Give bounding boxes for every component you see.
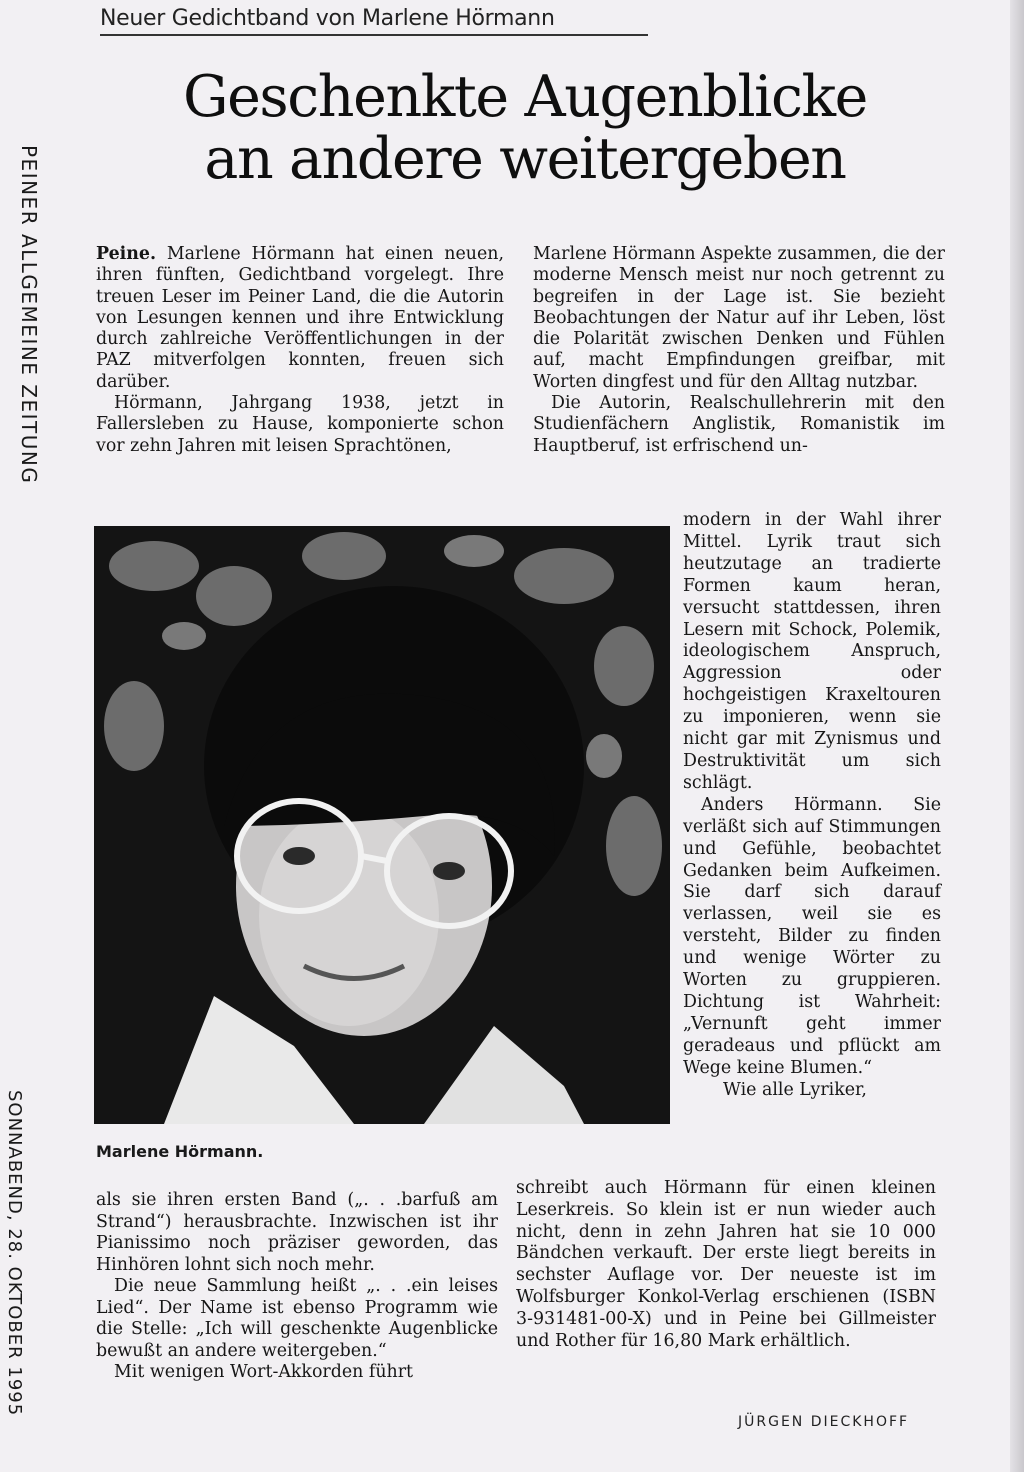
page-edge bbox=[1010, 0, 1024, 1472]
headline-line-1: Geschenkte Augenblicke bbox=[182, 64, 868, 130]
paragraph: Die Autorin, Realschullehrerin mit den Studienfächern Anglistik, Romanistik im Hauptberuf, ist erfrischend un- bbox=[533, 393, 945, 456]
article-column-5 bbox=[516, 1178, 936, 1352]
paragraph: modern in der Wahl ihrer Mittel. Lyrik traut sich heutzutage an tradierte Formen kaum heran, versucht stattdessen, ihren Lesern mit Schock, Polemik, ideologischem Anspruch, Aggression oder hochgeistigen Kraxeltouren zu imponieren, wenn sie nicht gar mit Zynismus und Destruktivität um sich schlägt. bbox=[683, 510, 941, 793]
paragraph: Die neue Sammlung heißt „. . .ein leises Lied“. Der Name ist ebenso Programm wie die Stelle: „Ich will geschenkte Augenblicke bewußt an andere weitergeben.“ bbox=[96, 1276, 498, 1361]
paragraph-lead bbox=[96, 244, 504, 393]
author-photo bbox=[94, 526, 670, 1124]
article-column-4 bbox=[96, 1190, 498, 1384]
dateline-place: Peine. bbox=[96, 244, 157, 264]
paragraph: schreibt auch Hörmann für einen kleinen Leserkreis. So klein ist er nun wieder auch nicht, denn in zehn Jahren hat sie 10 000 Bändchen verkauft. Der erste liegt bereits in sechster Auflage vor. Der neueste ist im Wolfsburger Konkol-Verlag erschienen (ISBN 3-931481-00-X) und in Peine bei Gillmeister und Rother für 16,80 Mark erhältlich. bbox=[516, 1178, 936, 1351]
article-column-1 bbox=[96, 244, 504, 457]
article-column-3 bbox=[683, 510, 941, 1101]
publication-name: PEINER ALLGEMEINE ZEITUNG bbox=[17, 145, 41, 485]
paragraph: als sie ihren ersten Band („. . .barfuß am Strand“) herausbrachte. Inzwischen ist ihr Pianissimo noch präziser geworden, das Hinhören lohnt sich noch mehr. bbox=[96, 1190, 498, 1275]
paragraph: Mit wenigen Wort-Akkorden führt bbox=[114, 1362, 414, 1382]
article-column-2 bbox=[533, 244, 945, 457]
paragraph: Hörmann, Jahrgang 1938, jetzt in Fallersleben zu Hause, komponierte schon vor zehn Jahren mit leisen Sprachtönen, bbox=[96, 393, 504, 456]
author-byline: JÜRGEN DIECKHOFF bbox=[738, 1414, 910, 1430]
headline bbox=[100, 66, 950, 190]
paragraph: Marlene Hörmann Aspekte zusammen, die der moderne Mensch meist nur noch getrennt zu begreifen in der Lage ist. Sie bezieht Beobachtungen der Natur auf ihr Leben, löst die Polarität zwischen Denken und Fühlen auf, macht Empfindungen greifbar, mit Worten dingfest und für den Alltag nutzbar. bbox=[533, 244, 945, 392]
photo-caption: Marlene Hörmann. bbox=[96, 1142, 264, 1161]
headline-line-2: an andere weitergeben bbox=[204, 126, 846, 192]
paragraph: Wie alle Lyriker, bbox=[723, 1079, 867, 1100]
paragraph: Anders Hörmann. Sie verläßt sich auf Stimmungen und Gefühle, beobachtet Gedanken beim Aufkeimen. Sie darf sich darauf verlassen, weil sie es versteht, Bilder zu finden und wenige Wörter zu Worten zu gruppieren. Dichtung ist Wahrheit: „Vernunft geht immer geradeaus und pflückt am Wege keine Blumen.“ bbox=[683, 794, 941, 1078]
portrait-illustration bbox=[94, 526, 670, 1124]
paragraph-text: Marlene Hörmann hat einen neuen, ihren fünften, Gedichtband vorgelegt. Ihre treuen Leser im Peiner Land, die die Autorin von Lesungen kennen und ihre Entwicklung durch zahlreiche Veröffentlichungen in der PAZ mitverfolgen konnten, freuen sich darüber. bbox=[96, 244, 504, 392]
publication-date: SONNABEND, 28. OKTOBER 1995 bbox=[4, 1090, 25, 1417]
kicker-line: Neuer Gedichtband von Marlene Hörmann bbox=[100, 6, 648, 36]
